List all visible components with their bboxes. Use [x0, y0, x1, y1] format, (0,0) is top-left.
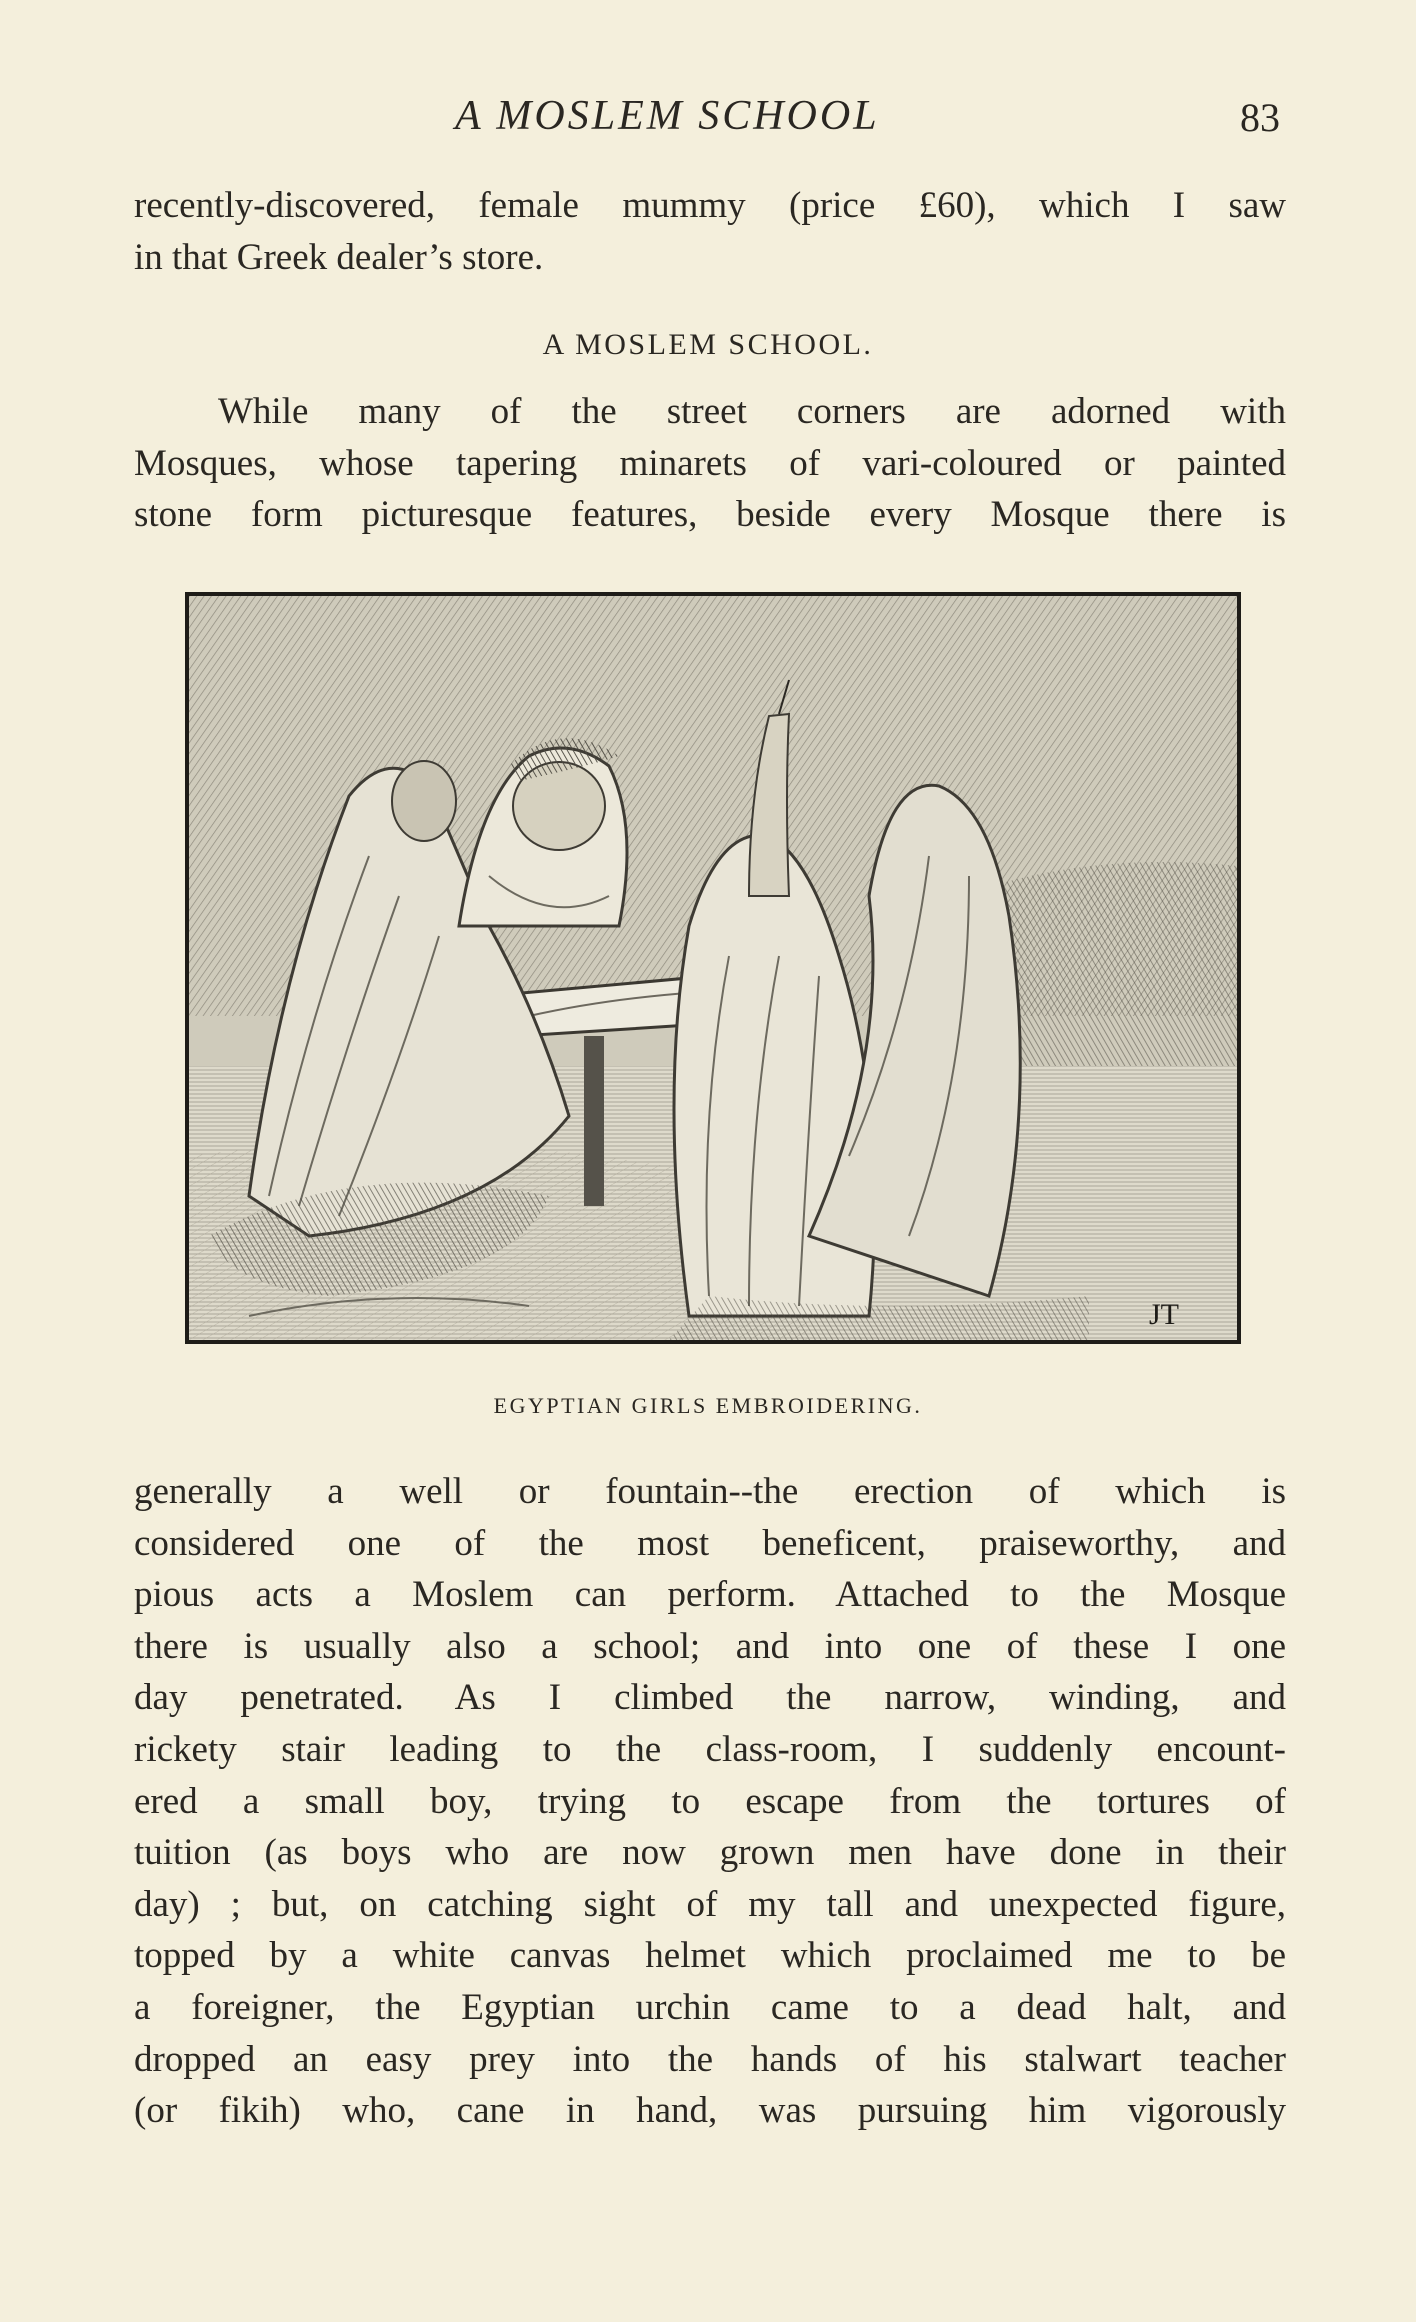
engraving-illustration — [185, 592, 1241, 1344]
text-line: considered one of the most beneficent, praiseworthy, and — [134, 1522, 1286, 1564]
text-line: topped by a white canvas helmet which proclaimed me to be — [134, 1935, 1286, 1977]
text-line: ered a small boy, trying to escape from the tortures of — [134, 1780, 1286, 1822]
text-line: rickety stair leading to the class-room, I suddenly encount- — [134, 1728, 1286, 1770]
text-line: Mosques, whose tapering minarets of vari-coloured or painted — [134, 442, 1286, 484]
text-line: pious acts a Moslem can perform. Attached to the Mosque — [134, 1574, 1286, 1616]
text-line: in that Greek dealer’s store. — [134, 236, 544, 278]
text-line: day penetrated. As I climbed the narrow, winding, and — [134, 1677, 1286, 1719]
section-heading: A MOSLEM SCHOOL. — [542, 328, 874, 361]
artist-monogram: JT — [1149, 1298, 1179, 1331]
text-line: stone form picturesque features, beside every Mosque there is — [134, 494, 1286, 536]
text-line: While many of the street corners are adorned with — [218, 391, 1286, 432]
figure-caption: EGYPTIAN GIRLS EMBROIDERING. — [493, 1393, 923, 1418]
engraving-drawing — [189, 596, 1237, 1340]
running-title: A MOSLEM SCHOOL — [455, 93, 880, 139]
text-line: dropped an easy prey into the hands of his stalwart teacher — [134, 2038, 1286, 2080]
text-line: day) ; but, on catching sight of my tall and unexpected figure, — [134, 1883, 1286, 1925]
text-line: (or fikih) who, cane in hand, was pursuing him vigorously — [134, 2090, 1286, 2132]
text-line: there is usually also a school; and into one of these I one — [134, 1625, 1286, 1667]
text-line: a foreigner, the Egyptian urchin came to a dead halt, and — [134, 1986, 1286, 2028]
text-line: recently-discovered, female mummy (price £60), which I saw — [134, 185, 1286, 226]
running-head — [0, 92, 1416, 152]
intro-paragraph — [134, 180, 1286, 283]
page-number: 83 — [1240, 95, 1280, 140]
paragraph-school — [134, 1466, 1286, 2137]
text-line: generally a well or fountain--the erection of which is — [134, 1471, 1286, 1512]
text-line: tuition (as boys who are now grown men have done in their — [134, 1832, 1286, 1874]
paragraph-mosques — [134, 386, 1286, 541]
